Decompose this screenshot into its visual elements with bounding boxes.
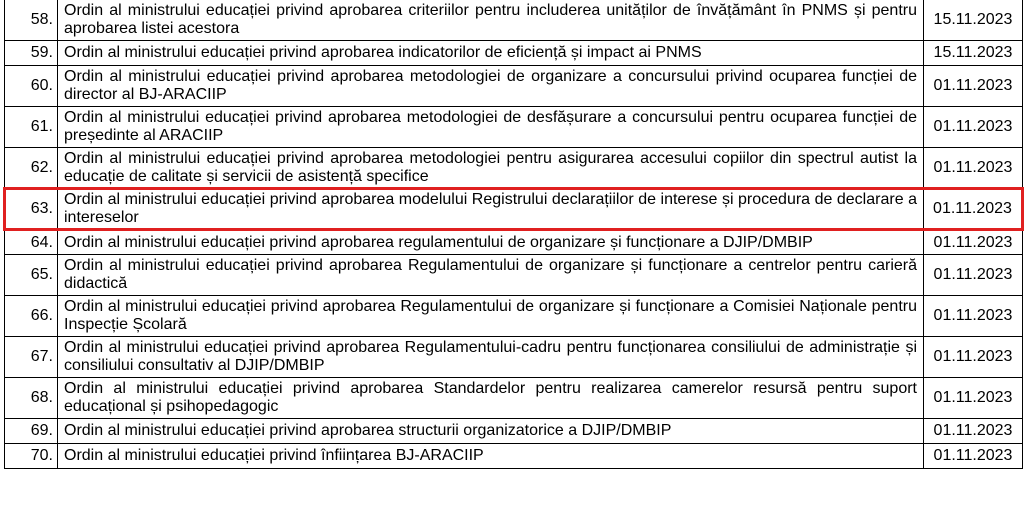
row-date: 01.11.2023 [924,230,1023,255]
row-title: Ordin al ministrului educației privind înființarea BJ-ARACIIP [58,444,924,469]
row-number: 61. [5,107,58,148]
row-number: 64. [5,230,58,255]
table-row [5,337,1023,378]
table-row [5,230,1023,255]
row-date: 15.11.2023 [924,41,1023,66]
row-number: 67. [5,337,58,378]
row-title: Ordin al ministrului educației privind aprobarea metodologiei de desfășurare a concursului pentru ocuparea funcției de președinte al ARACIIP [58,107,924,148]
row-title: Ordin al ministrului educației privind aprobarea metodologiei de organizare a concursului privind ocuparea funcției de director al BJ-ARACIIP [58,66,924,107]
row-title: Ordin al ministrului educației privind aprobarea Standardelor pentru realizarea camerelor resursă pentru suport educațional și psihopedagogic [58,378,924,419]
row-date: 01.11.2023 [924,66,1023,107]
row-title: Ordin al ministrului educației privind aprobarea Regulamentului-cadru pentru funcționarea consiliului de administrație și consiliului consultativ al DJIP/DMBIP [58,337,924,378]
table-row [5,296,1023,337]
row-date: 01.11.2023 [924,378,1023,419]
row-date: 01.11.2023 [924,337,1023,378]
row-title: Ordin al ministrului educației privind aprobarea Regulamentului de organizare și funcționare a Comisiei Naționale pentru Inspecție Școlară [58,296,924,337]
row-date: 01.11.2023 [924,189,1023,230]
row-title: Ordin al ministrului educației privind aprobarea indicatorilor de eficiență și impact ai PNMS [58,41,924,66]
row-number: 65. [5,255,58,296]
row-number: 69. [5,419,58,444]
row-date: 01.11.2023 [924,255,1023,296]
row-title: Ordin al ministrului educației privind aprobarea criteriilor pentru includerea unităților de învățământ în PNMS și pentru aprobarea listei acestora [58,0,924,41]
row-date: 01.11.2023 [924,444,1023,469]
row-date: 01.11.2023 [924,296,1023,337]
table-row [5,0,1023,41]
row-number: 70. [5,444,58,469]
row-date: 15.11.2023 [924,0,1023,41]
table-row [5,41,1023,66]
table-row-highlighted [5,189,1023,230]
row-date: 01.11.2023 [924,148,1023,189]
row-number: 63. [5,189,58,230]
table-row [5,255,1023,296]
row-number: 66. [5,296,58,337]
row-number: 58. [5,0,58,41]
row-number: 59. [5,41,58,66]
row-number: 62. [5,148,58,189]
row-number: 68. [5,378,58,419]
row-title: Ordin al ministrului educației privind aprobarea metodologiei pentru asigurarea accesului copiilor din spectrul autist la educație de calitate și servicii de asistență specifice [58,148,924,189]
row-title: Ordin al ministrului educației privind aprobarea structurii organizatorice a DJIP/DMBIP [58,419,924,444]
table-row [5,419,1023,444]
row-title: Ordin al ministrului educației privind aprobarea regulamentului de organizare și funcționare a DJIP/DMBIP [58,230,924,255]
row-date: 01.11.2023 [924,107,1023,148]
table-row [5,66,1023,107]
row-title: Ordin al ministrului educației privind aprobarea modelului Registrului declarațiilor de interese și procedura de declarare a intereselor [58,189,924,230]
table-row [5,107,1023,148]
row-number: 60. [5,66,58,107]
table-row [5,378,1023,419]
table-row [5,444,1023,469]
table-row [5,148,1023,189]
row-date: 01.11.2023 [924,419,1023,444]
row-title: Ordin al ministrului educației privind aprobarea Regulamentului de organizare și funcționare a centrelor pentru carieră didactică [58,255,924,296]
orders-table [3,0,1024,469]
